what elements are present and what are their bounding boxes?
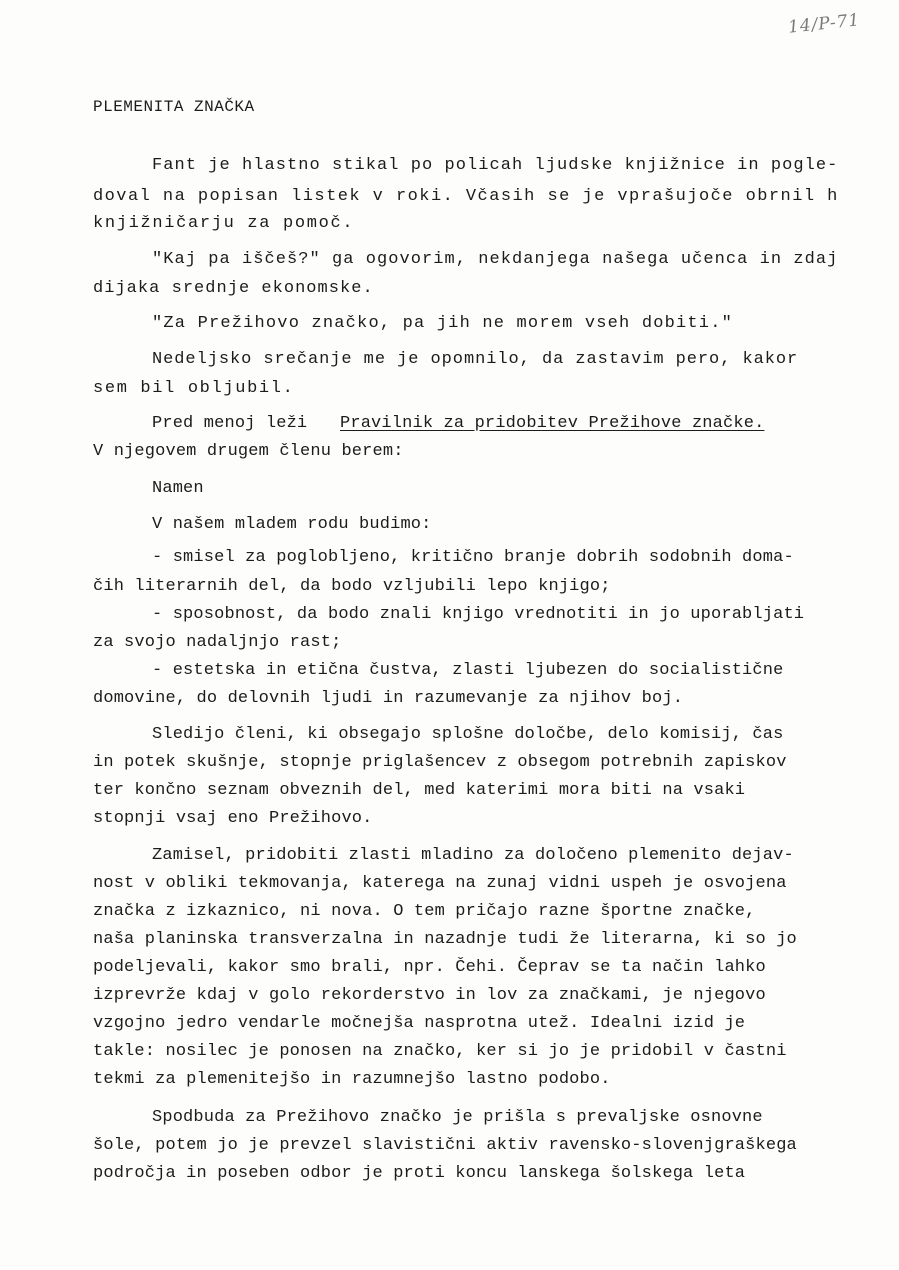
rulebook-title: Pravilnik za pridobitev Prežihove značke. [340,414,765,433]
text-line: Nedeljsko srečanje me je opomnilo, da zastavim pero, kakor [152,350,799,369]
text-line: Spodbuda za Prežihovo značko je prišla s prevaljske osnovne [152,1108,763,1127]
text-line: "Za Prežihovo značko, pa jih ne morem vseh dobiti." [152,314,733,333]
handwritten-archive-note: 14/P-71 [787,10,862,38]
text-line: področja in poseben odbor je proti koncu lanskega šolskega leta [93,1164,746,1183]
text-line: nost v obliki tekmovanja, katerega na zunaj vidni uspeh je osvojena [93,874,787,893]
list-item: - sposobnost, da bodo znali knjigo vrednotiti in jo uporabljati [152,605,805,624]
text-line: vzgojno jedro vendarle močnejša nasprotna utež. Idealni izid je [93,1014,746,1033]
text-line: naša planinska transverzalna in nazadnje tudi že literarna, ki so jo [93,930,797,949]
text-line: Zamisel, pridobiti zlasti mladino za določeno plemenito dejav- [152,846,794,865]
text-line: stopnji vsaj eno Prežihovo. [93,809,373,828]
text-line: V našem mladem rodu budimo: [152,515,432,534]
list-item: - estetska in etična čustva, zlasti ljubezen do socialistične [152,661,784,680]
text-line: sem bil obljubil. [93,379,295,398]
text-line: ter končno seznam obveznih del, med katerimi mora biti na vsaki [93,781,746,800]
text-line: dijaka srednje ekonomske. [93,279,374,298]
text-line: za svojo nadaljnjo rast; [93,633,342,652]
list-item: - smisel za poglobljeno, kritično branje dobrih sodobnih doma- [152,548,794,567]
text-line: značka z izkaznico, ni nova. O tem pričajo razne športne značke, [93,902,756,921]
text-line: knjižničarju za pomoč. [93,214,355,233]
text-line: "Kaj pa iščeš?" ga ogovorim, nekdanjega našega učenca in zdaj [152,250,839,269]
text-line: in potek skušnje, stopnje priglašencev z obsegom potrebnih zapiskov [93,753,787,772]
text-line: Fant je hlastno stikal po policah ljudske knjižnice in pogle- [152,156,839,175]
document-title: PLEMENITA ZNAČKA [93,98,255,116]
text-line: šole, potem jo je prevzel slavistični aktiv ravensko-slovenjgraškega [93,1136,797,1155]
text-line: Sledijo členi, ki obsegajo splošne določbe, delo komisij, čas [152,725,784,744]
text-line: izprevrže kdaj v golo rekorderstvo in lov za značkami, je njegovo [93,986,766,1005]
text-line: domovine, do delovnih ljudi in razumevanje za njihov boj. [93,689,684,708]
text-line: tekmi za plemenitejšo in razumnejšo lastno podobo. [93,1070,611,1089]
text-line: takle: nosilec je ponosen na značko, ker si jo je pridobil v častni [93,1042,787,1061]
text-line: čih literarnih del, da bodo vzljubili lepo knjigo; [93,577,611,596]
text-line: doval na popisan listek v roki. Včasih se je vprašujoče obrnil h [93,187,839,206]
text-line: V njegovem drugem členu berem: [93,442,404,461]
text-line: Pred menoj leži [152,414,318,433]
text-line: podeljevali, kakor smo brali, npr. Čehi. Čeprav se ta način lahko [93,958,766,977]
section-heading: Namen [152,479,204,498]
